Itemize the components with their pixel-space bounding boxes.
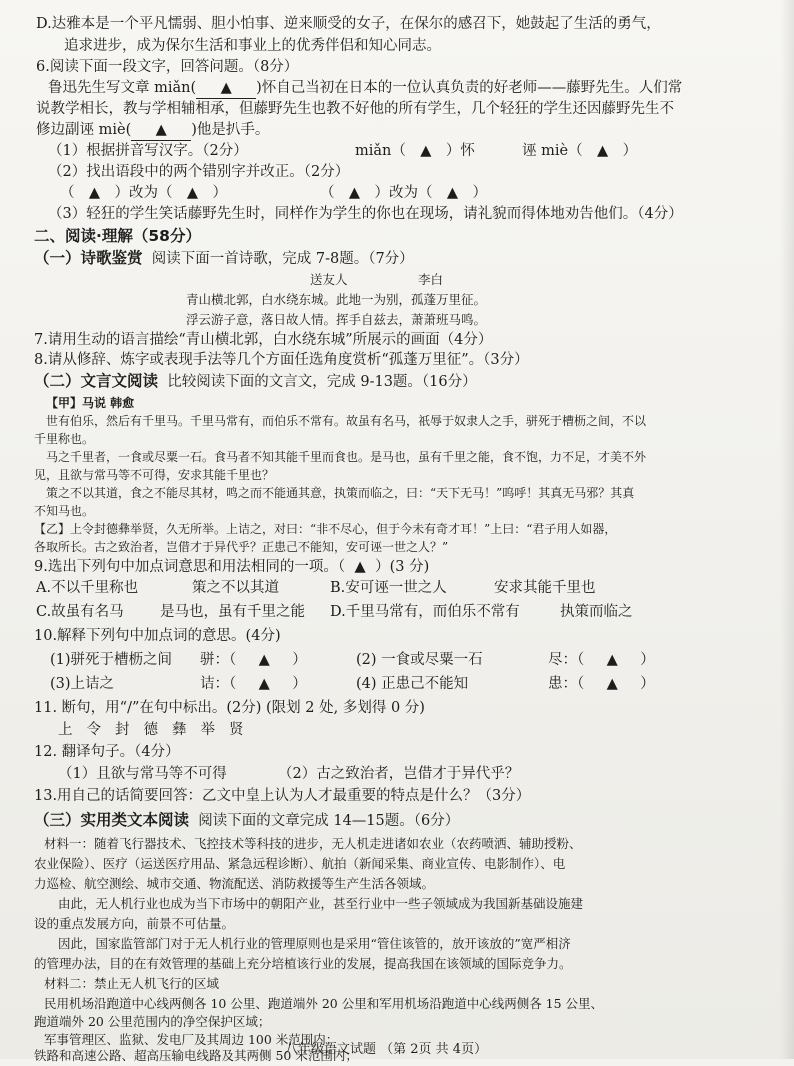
material1-line: 设的重点发展方向，前景不可估量。 [34,916,235,931]
material2-title: 材料二：禁止无人机飞行的区域 [44,976,220,991]
text-jia-line: 不知马也。 [34,504,95,518]
section2-part1-heading: （一）诗歌鉴赏 阅读下面一首诗歌，完成 7-8题。（7分） [34,249,414,267]
answer-blank[interactable]: ▲ [258,676,270,692]
text-yi-line: 【乙】上令封德彝举贤，久无所举。上诘之，对曰：“非不尽心，但于今未有奇才耳！”上曰：“君子用人如器， [34,522,617,536]
answer-blank[interactable]: ▲ [258,652,270,668]
material1-line: 材料一：随着飞行器技术、飞控技术等科技的进步，无人机走进诸如农业（农药喷洒、辅助授粉、 [44,836,582,851]
poem-line: 青山横北郭，白水绕东城。此地一为别，孤蓬万里征。 [186,292,487,307]
text-yi-line: 各取所长。古之致治者，岂借才于异代乎？正患己不能知，安可诬一世之人？” [34,540,449,554]
text-jia-line: 马之千里者，一食或尽粟一石。食马者不知其能千里而食也。是马也，虽有千里之能，食不饱，力不足，才美不外 [46,450,647,464]
q6-sub2: （2）找出语段中的两个错别字并改正。（2分） [48,164,350,180]
material2-line: 民用机场沿跑道中心线两侧各 10 公里、跑道端外 20 公里和军用机场沿跑道中心线两侧各 15 公里、 [44,996,604,1011]
q12-item2: （2）古之致治者，岂借才于异代乎？ [278,766,520,782]
q6-sub3: （3）轻狂的学生笑话藤野先生时，同样作为学生的你也在现场，请礼貌而得体地劝告他们。（4分） [48,206,683,222]
text-jia-title: 【甲】马说 韩愈 [46,396,135,410]
q9-option-b2: 安求其能千里也 [494,580,596,596]
material1-line: 因此，国家监管部门对于无人机行业的管理原则也是采用“管住该管的，放开该放的”宽严相济 [58,936,571,951]
material1-line: 由此，无人机行业也成为当下市场中的朝阳产业，甚至行业中一些子领域成为我国新基础设施建 [58,896,584,911]
q10-item2: (2) 一食或尽粟一石 [356,652,483,668]
q6-paragraph-line3: 修边副诬 miè( ▲ )他是扒手。 [36,120,269,141]
q10-item1-answer: 骈：（ ▲ ） [200,652,307,668]
q6-paragraph-line2: 说教学相长，教与学相辅相承，但藤野先生也教不好他的所有学生，几个轻狂的学生还因藤野先生不 [36,101,674,117]
q6-sub2-answer2: （ ▲ ）改为（ ▲ ） [320,185,487,201]
material1-line: 力巡检、航空测绘、城市交通、物流配送、消防救援等生产生活各领域。 [34,876,435,891]
q9-option-d2: 执策而临之 [560,604,633,620]
q6-sub1-mian: miǎn（ ▲ ）怀 [355,143,475,159]
paper-shadow-edge [780,0,794,1059]
q9-option-c2: 是马也，虽有千里之能 [160,604,305,620]
material2-line: 铁路和高速公路、超高压输电线路及其两侧 50 米范围内； [34,1048,358,1063]
q6-sub1-mie: 诬 miè（ ▲ ） [522,143,638,159]
q10: 10.解释下列句中加点词的意思。(4分) [34,628,281,644]
answer-blank[interactable]: ▲ [420,143,432,159]
q6-paragraph-line1: 鲁迅先生写文章 miǎn( ▲ )怀自己当初在日本的一位认真负责的好老师——藤野先生。人们常 [48,78,682,99]
text-jia-line: 策之不以其道，食之不能尽其材，鸣之而不能通其意，执策而临之，曰：“天下无马！”呜呼！其真无马邪？其真 [46,486,635,500]
answer-blank[interactable]: ▲ [348,185,361,201]
q12: 12. 翻译句子。（4分） [34,744,180,760]
q9-option-a2: 策之不以其道 [192,580,279,596]
section2-part2-heading: （二）文言文阅读 比较阅读下面的文言文，完成 9-13题。（16分） [34,372,477,390]
q10-item2-answer: 尽：（ ▲ ） [548,652,655,668]
poem-line: 浮云游子意，落日故人情。挥手自兹去，萧萧班马鸣。 [186,312,487,327]
q10-item3-answer: 诘：（ ▲ ） [200,676,307,692]
q10-item3: (3)上诘之 [50,676,115,692]
q6-sub2-answer1: （ ▲ ）改为（ ▲ ） [60,185,227,201]
q9-option-c: C.故虽有名马 [36,604,124,620]
text-jia-line: 千里称也。 [34,432,95,446]
q13: 13.用自己的话简要回答：乙文中皇上认为人才最重要的特点是什么？（3分） [34,788,531,804]
q9: 9.选出下列句中加点词意思和用法相同的一项。（ ▲ ）(3 分) [34,559,430,575]
text-jia-line: 见，且欲与常马等不可得，安求其能千里也？ [34,468,275,482]
section2-part3-heading: （三）实用类文本阅读 阅读下面的文章完成 14—15题。（6分） [34,811,460,829]
q11: 11. 断句，用“/”在句中标出。(2分) (限划 2 处, 多划得 0 分) [34,700,425,716]
answer-blank[interactable]: ▲ [196,78,256,99]
poem-title: 送友人 [310,272,348,287]
q11-sentence: 上令封德彝举贤 [58,722,258,738]
q5-option-d-cont: 追求进步，成为保尔生活和事业上的优秀伴侣和知心同志。 [64,38,441,54]
answer-blank[interactable]: ▲ [131,120,191,141]
page-footer: 八年级语文试题 （第 2页 共 4页） [285,1042,488,1057]
material2-line: 军事管理区、监狱、发电厂及其周边 100 米范围内； [44,1032,339,1047]
q9-option-d: D.千里马常有，而伯乐不常有 [330,604,520,620]
q10-item1: (1)骈死于槽枥之间 [50,652,173,668]
answer-blank[interactable]: ▲ [606,676,618,692]
q12-item1: （1）且欲与常马等不可得 [58,766,227,782]
text-jia-line: 世有伯乐，然后有千里马。千里马常有，而伯乐不常有。故虽有名马，祇辱于奴隶人之手，骈死于槽枥之间，不以 [46,414,647,428]
material2-line: 跑道端外 20 公里范围内的净空保护区域； [34,1014,271,1029]
answer-blank[interactable]: ▲ [446,185,459,201]
q10-item4: (4) 正患己不能知 [356,676,469,692]
answer-blank[interactable]: ▲ [186,185,199,201]
answer-blank[interactable]: ▲ [88,185,101,201]
q7: 7.请用生动的语言描绘“青山横北郭，白水绕东城”所展示的画面（4分） [34,332,493,348]
q10-item4-answer: 患：（ ▲ ） [548,676,655,692]
q6-sub1: （1）根据拼音写汉字。（2分） [48,143,248,159]
material1-line: 农业保险）、医疗（运送医疗用品、紧急远程诊断）、航拍（新闻采集、商业宣传、电影制作）、电 [34,856,566,871]
material1-line: 的管理办法，目的在有效管理的基础上充分培植该行业的发展，提高我国在该领域的国际竞争力。 [34,956,572,971]
q9-option-b: B.安可诬一世之人 [330,580,447,596]
q5-option-d: D.达雅本是一个平凡懦弱、胆小怕事、逆来顺受的女子，在保尔的感召下，她鼓起了生活的勇气， [36,16,661,32]
q6-title: 6.阅读下面一段文字，回答问题。（8分） [36,59,299,75]
q8: 8.请从修辞、炼字或表现手法等几个方面任选角度赏析“孤蓬万里征”。（3分） [34,352,529,368]
poem-author: 李白 [418,272,444,287]
section2-heading: 二、阅读·理解（58分） [34,227,201,245]
q9-option-a: A.不以千里称也 [36,580,139,596]
answer-blank[interactable]: ▲ [606,652,618,668]
answer-blank[interactable]: ▲ [597,143,609,159]
answer-blank[interactable]: ▲ [354,559,366,575]
